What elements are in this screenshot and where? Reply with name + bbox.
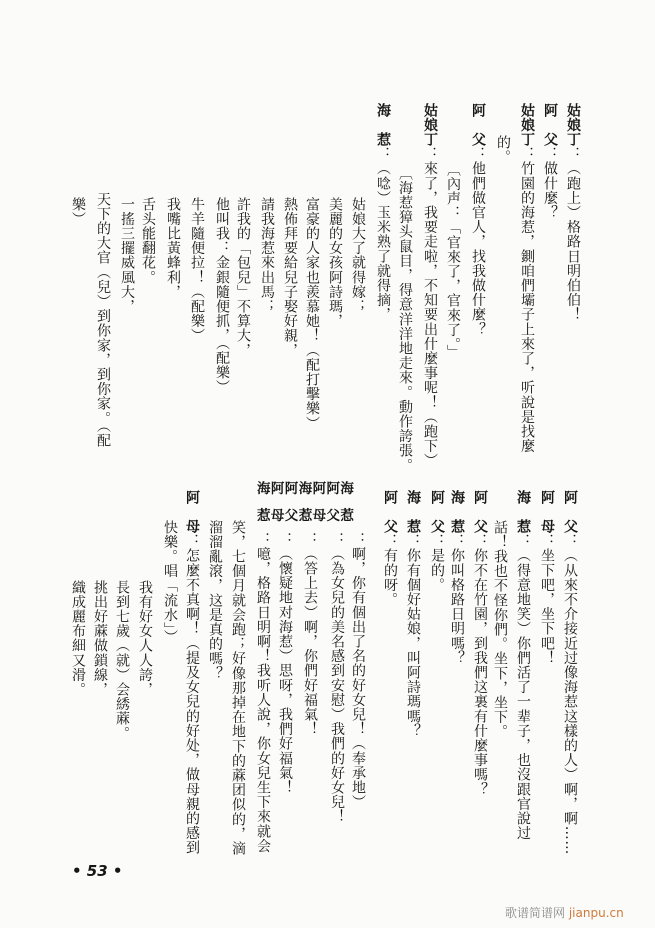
bottom-text-column	[92, 580, 108, 697]
top-text-column	[235, 197, 251, 358]
dialogue-text: 快樂。唱「流水」）	[162, 520, 178, 645]
dialogue-text: 溜溜亂滾，这是真的嗎？	[207, 520, 223, 681]
dialogue-text: ：坐下吧，坐下吧！	[539, 533, 555, 666]
speaker-label: 阿 父	[429, 490, 445, 534]
top-text-column	[259, 197, 275, 314]
bottom-text-column	[302, 532, 318, 736]
dialogue-text: ：噫，格路日明啊！我听人說，你女兒生下來就会	[255, 532, 271, 854]
bottom-text-column	[515, 490, 531, 840]
dialogue-text: 〔內声：「官來了，官來了。」	[445, 162, 461, 360]
top-text-column	[470, 103, 486, 337]
bottom-text-column	[449, 490, 465, 665]
dialogue-text: ：（唸）玉米熟了就得摘，	[375, 146, 391, 323]
speaker-label: 阿 母	[184, 490, 200, 534]
speaker-label: 姑娘丁	[519, 103, 535, 147]
page-number: • 53 •	[72, 862, 123, 880]
speaker-label: 姑娘丁	[565, 103, 581, 147]
bottom-text-column	[207, 520, 223, 681]
dialogue-text: 美麗的女孩阿詩瑪，	[327, 197, 343, 329]
dialogue-text: 樂）	[70, 197, 86, 227]
dialogue-text: 他叫我：金銀隨便抓，（配樂）	[214, 197, 230, 395]
top-text-column	[422, 103, 438, 468]
dialogue-text: 姑娘大了就得嫁；	[350, 197, 366, 314]
dialogue-text: ：怎麼不真啊！（提及女兒的好处，做母親的感到	[184, 533, 200, 856]
dialogue-text: 話！我也不怪你們。坐下，坐下。	[492, 520, 508, 739]
top-text-column	[495, 135, 511, 164]
top-text-column	[95, 192, 111, 448]
dialogue-text: ：（為女兒的美名感到安慰）我們的好女兒！	[329, 532, 345, 824]
top-text-column	[189, 197, 205, 343]
bottom-text-column	[137, 580, 153, 697]
dialogue-text: ：做什麼？	[542, 146, 558, 220]
bottom-text-column	[70, 580, 86, 697]
watermark	[505, 904, 624, 921]
dialogue-text: 許我的「包兒」不算大，	[235, 197, 251, 358]
speaker-label: 海 惹	[449, 490, 465, 534]
top-text-column	[304, 197, 320, 431]
speaker-label: 阿 父	[382, 490, 398, 534]
dialogue-text: 天下的大官（兒）到你家，到你家。（配	[95, 192, 111, 448]
top-text-column	[119, 197, 135, 314]
dialogue-text: ：你不在竹園，到我們这裏有什麼事嗎？	[472, 533, 488, 797]
dialogue-text: ：來了，我要走啦，不知要出什麼事呢！（跑下）	[422, 146, 438, 469]
speaker-label: 阿 父	[472, 490, 488, 534]
top-text-column	[282, 197, 298, 358]
dialogue-text: ：竹園的海惹，鍘咱們壩子上來了，听說是找麼	[519, 146, 535, 454]
bottom-text-column	[492, 520, 508, 739]
top-text-column	[350, 197, 366, 314]
dialogue-text: ：有的呀。	[382, 533, 398, 607]
top-text-column	[327, 197, 343, 328]
speaker-strip-row2: 惹母父惹母父惹	[257, 508, 355, 524]
dialogue-text: ：（跑上）格路日明伯伯！	[565, 146, 581, 323]
top-text-column	[565, 103, 581, 322]
dialogue-text: 舌头能翻花。	[140, 197, 156, 285]
top-text-column	[165, 197, 181, 299]
top-text-column	[542, 103, 558, 220]
dialogue-text: ：（答上去）啊，你們好福氣！	[302, 532, 318, 737]
dialogue-text: ：（从來不介接近过像海惹这樣的人）啊，啊……	[562, 533, 578, 856]
bottom-text-column	[350, 532, 366, 809]
dialogue-text: ：你有個好姑娘，叫阿詩瑪嗎？	[405, 533, 421, 739]
dialogue-text: 熱佈拜要給兒子娶好親，	[282, 197, 298, 358]
speaker-label: 海 惹	[405, 490, 421, 534]
dialogue-text: 〔海惹獐头鼠目，得意洋洋地走來。動作誇張。	[397, 166, 413, 473]
dialogue-text: ：啊，你有個出了名的好女兒！（奉承地）	[350, 532, 366, 810]
speaker-label: 海 惹	[515, 490, 531, 534]
bottom-text-column	[255, 532, 271, 853]
speaker-strip-row1: 海阿阿海阿阿海	[257, 481, 355, 497]
bottom-text-column	[184, 490, 200, 855]
bottom-text-column	[162, 520, 178, 644]
dialogue-text: 我有好女人人誇，	[137, 580, 153, 697]
dialogue-text: 我嘴比黃蜂利，	[165, 197, 181, 300]
dialogue-text: 挑出好蔴做鎖線，	[92, 580, 108, 697]
watermark-url: jianpu.cn	[568, 906, 624, 920]
dialogue-text: 笑，七個月就会跑；好像那掉在地下的蔴团似的，滴	[230, 520, 246, 856]
speaker-label: 姑娘丁	[422, 103, 438, 147]
dialogue-text: ：你叫格路日明嗎？	[449, 533, 465, 666]
dialogue-text: 牛羊隨便拉！（配樂）	[189, 197, 205, 343]
top-text-column	[70, 197, 86, 226]
dialogue-text: ：他們做官人，找我做什麼？	[470, 146, 486, 337]
dialogue-text: 一搖三擺威風大，	[119, 197, 135, 314]
bottom-text-column	[382, 490, 398, 607]
bottom-text-column	[472, 490, 488, 797]
bottom-text-column	[405, 490, 421, 738]
bottom-text-column	[562, 490, 578, 855]
bottom-text-column	[114, 580, 130, 741]
dialogue-text: 富豪的人家也羨慕她！（配打擊樂）	[304, 197, 320, 431]
speaker-label: 阿 父	[470, 103, 486, 147]
bottom-text-column	[539, 490, 555, 665]
dialogue-text: 的。	[495, 135, 511, 165]
bottom-text-column	[277, 532, 293, 795]
speaker-label: 阿 母	[539, 490, 555, 534]
bottom-text-column	[429, 490, 445, 592]
dialogue-text: 織成麗布細又滑。	[70, 580, 86, 697]
dialogue-text: 請我海惹來出馬；	[259, 197, 275, 314]
bottom-text-column	[329, 532, 345, 824]
top-text-column	[375, 103, 391, 322]
top-text-column	[214, 197, 230, 394]
bottom-text-column	[230, 520, 246, 856]
watermark-site: 歌谱简谱网	[505, 906, 566, 920]
speaker-label: 阿 父	[562, 490, 578, 534]
dialogue-text: ：（得意地笑）你們活了一辈子，也沒跟官說过	[515, 533, 531, 841]
dialogue-text: ：是的。	[429, 533, 445, 593]
speaker-label: 海 惹	[375, 103, 391, 147]
top-text-column	[445, 162, 461, 359]
top-text-column	[397, 166, 413, 473]
dialogue-text: 長到七歲（就）会綉蔴。	[114, 580, 130, 741]
top-text-column	[519, 103, 535, 453]
speaker-label: 阿 父	[542, 103, 558, 147]
dialogue-text: ：（懷疑地对海惹）思呀，我們好福氣！	[277, 532, 293, 795]
top-text-column	[140, 197, 156, 285]
